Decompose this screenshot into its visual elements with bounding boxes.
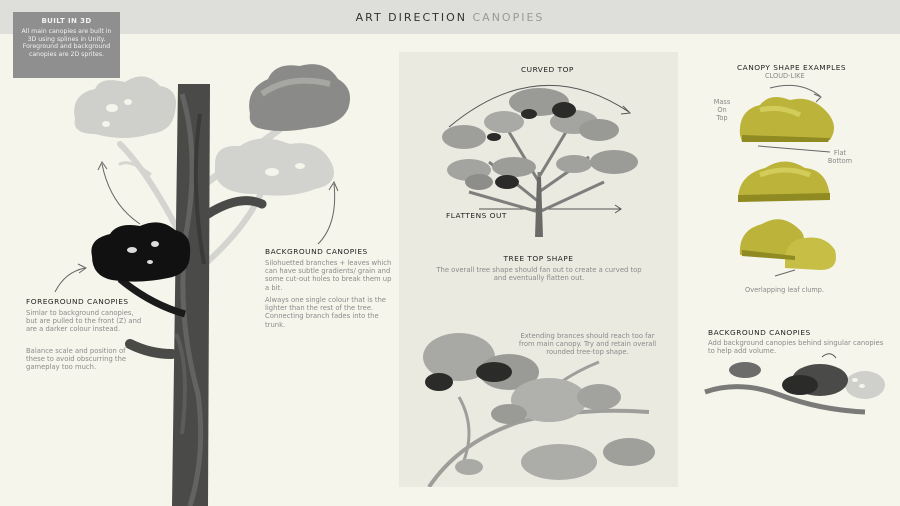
foreground-heading: FOREGROUND CANOPIES xyxy=(26,297,129,306)
background-canopy-top-right xyxy=(249,64,350,131)
flattens-out-label: FLATTENS OUT xyxy=(446,211,507,220)
canopy-shape-examples xyxy=(700,80,890,295)
bg-right-body: Add background canopies behind singular canopies to help add volume. xyxy=(708,339,884,356)
background-canopy-left xyxy=(74,76,176,138)
background-body-1: Silohuetted branches + leaves which can have subtle gradients/ grain and some cut-out holes to break them up a bit. xyxy=(265,259,392,292)
foreground-body-2: Balance scale and position of these to avoid obscurring the gameplay too much. xyxy=(26,347,127,372)
canopy-overlapping xyxy=(740,219,836,270)
extending-branches-note: Extending brances should reach too far from main canopy. Try and retain overall rounded tree-top shape. xyxy=(518,332,657,357)
bg-right-heading: BACKGROUND CANOPIES xyxy=(708,328,811,337)
mass-label: Mass xyxy=(713,98,731,106)
cloud-like-label: CLOUD-LIKE xyxy=(765,72,805,80)
built-in-3d-heading: BUILT IN 3D xyxy=(41,17,92,25)
bottom-label: Bottom xyxy=(827,156,853,165)
flat-label: Flat xyxy=(833,149,847,157)
background-canopy-mid-right xyxy=(215,138,334,195)
canopy-flat-bottom xyxy=(738,162,830,203)
canopy-cloud-like xyxy=(740,97,834,142)
header-bar xyxy=(0,0,900,34)
title-accent: CANOPIES xyxy=(472,11,545,24)
page-title xyxy=(0,11,900,24)
tree-top-body: The overall tree shape should fan out to create a curved top and eventually flatten out. xyxy=(436,266,642,283)
overlapping-label: Overlapping leaf clump. xyxy=(745,286,825,294)
on-label: On xyxy=(717,105,727,114)
title-main: ART DIRECTION xyxy=(355,11,467,24)
examples-heading: CANOPY SHAPE EXAMPLES xyxy=(737,63,847,72)
background-heading: BACKGROUND CANOPIES xyxy=(265,247,368,256)
foreground-body-1: Simlar to background canopies, but are pulled to the front (Z) and are a darker colour instead. xyxy=(26,309,142,334)
background-body-2: Always one single colour that is the lighter than the rest of the tree. Connecting branch fades into the trunk. xyxy=(265,296,386,329)
curved-top-label: CURVED TOP xyxy=(521,65,574,74)
top-label: Top xyxy=(716,113,728,122)
tree-top-heading: TREE TOP SHAPE xyxy=(503,254,574,263)
background-canopy-example xyxy=(700,350,900,430)
built-in-3d-body: All main canopies are built in 3D using splines in Unity. Foreground and background canopies are 2D sprites. xyxy=(21,28,112,58)
